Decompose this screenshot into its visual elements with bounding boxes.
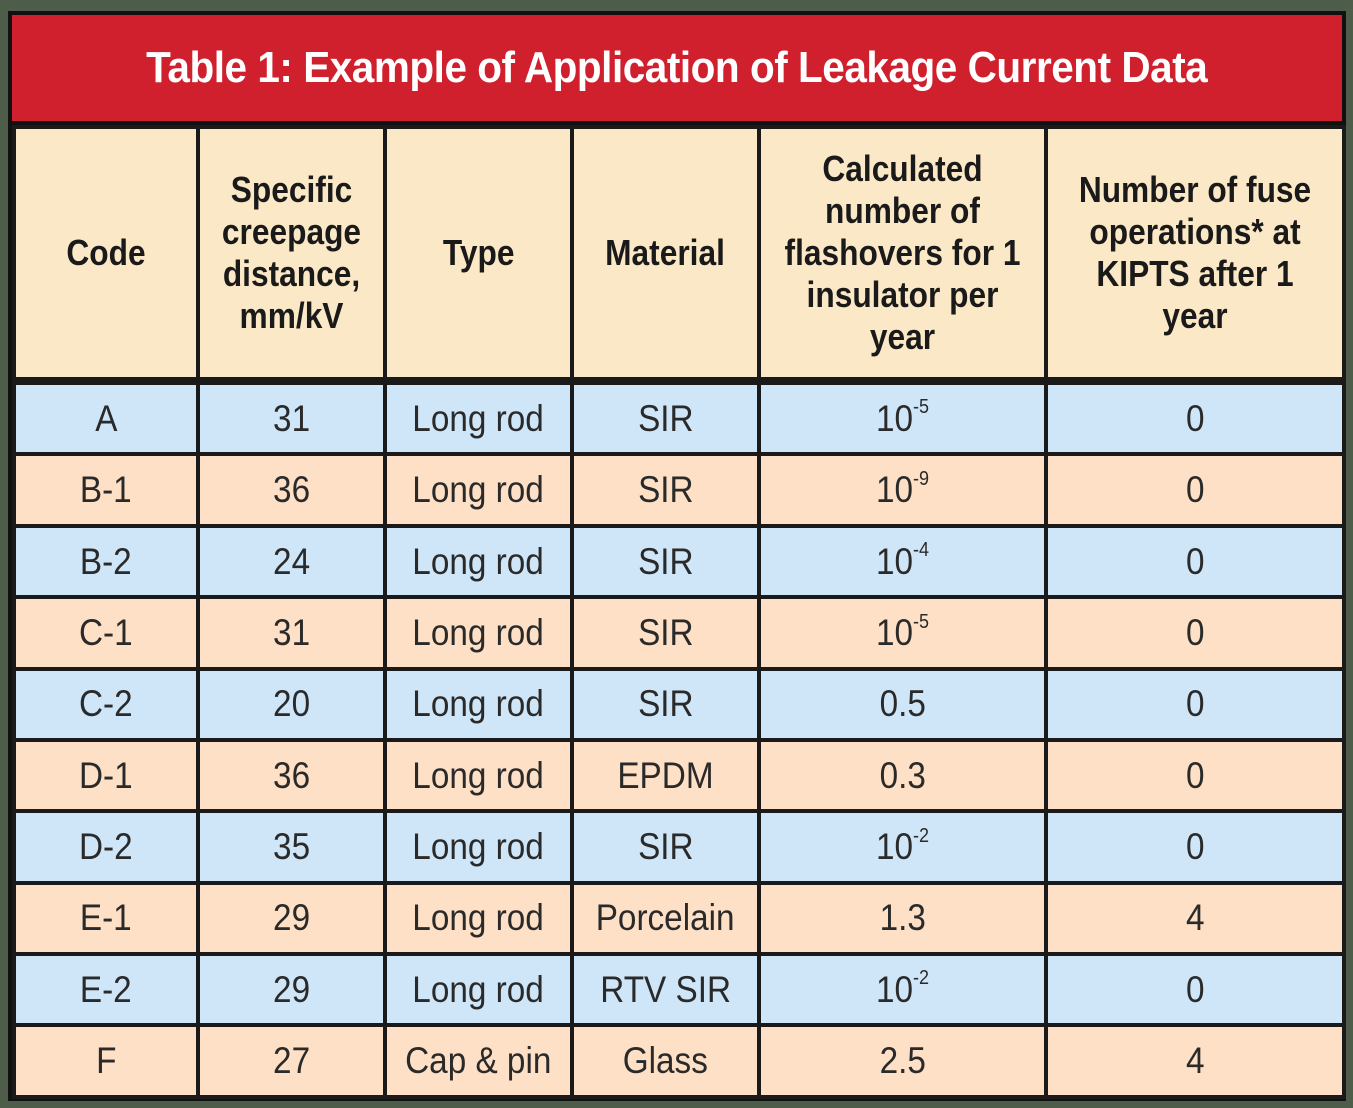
header-material: Material [572,127,759,381]
table-row [14,883,1344,954]
flashover-exponent: -5 [913,396,930,419]
header-type: Type [385,127,572,381]
cell-flashovers [759,1025,1046,1097]
flashover-value: 2.5 [879,1040,926,1082]
cell-creepage: 31 [198,597,385,668]
cell-fuse-operations: 0 [1046,597,1344,668]
cell-code: C-1 [14,597,198,668]
cell-code: F [14,1025,198,1097]
cell-code: B-2 [14,526,198,597]
cell-creepage: 20 [198,669,385,740]
flashover-value: 10 [875,469,914,511]
flashover-exponent: -4 [913,539,930,562]
cell-type: Long rod [385,740,572,811]
header-creepage: Specific creepage distance, mm/kV [198,127,385,381]
flashover-value: 10 [875,968,914,1010]
flashover-exponent: -2 [913,967,930,990]
header-code: Code [14,127,198,381]
cell-code: B-1 [14,454,198,525]
cell-code: D-2 [14,811,198,882]
cell-fuse-operations: 0 [1046,954,1344,1025]
cell-type: Long rod [385,883,572,954]
flashover-exponent: -2 [913,824,930,847]
cell-material: SIR [572,597,759,668]
cell-creepage: 35 [198,811,385,882]
cell-flashovers [759,669,1046,740]
cell-creepage: 36 [198,740,385,811]
table-row [14,526,1344,597]
cell-flashovers [759,811,1046,882]
cell-code: D-1 [14,740,198,811]
table-row [14,811,1344,882]
table-title: Table 1: Example of Application of Leakage Current Data [146,43,1208,92]
flashover-value: 10 [875,611,914,653]
table-row [14,454,1344,525]
cell-flashovers [759,526,1046,597]
leakage-current-table [12,125,1346,1099]
cell-creepage: 29 [198,954,385,1025]
cell-type: Long rod [385,811,572,882]
cell-material: SIR [572,454,759,525]
cell-type: Long rod [385,954,572,1025]
cell-fuse-operations: 0 [1046,669,1344,740]
cell-material: Glass [572,1025,759,1097]
cell-fuse-operations: 4 [1046,883,1344,954]
cell-type: Long rod [385,669,572,740]
flashover-value: 10 [875,540,914,582]
cell-fuse-operations: 0 [1046,381,1344,454]
cell-fuse-operations: 0 [1046,740,1344,811]
cell-code: E-1 [14,883,198,954]
cell-type: Long rod [385,381,572,454]
cell-flashovers [759,740,1046,811]
cell-material: SIR [572,811,759,882]
table-row [14,740,1344,811]
cell-flashovers [759,954,1046,1025]
flashover-value: 10 [875,397,914,439]
cell-material: SIR [572,526,759,597]
cell-fuse-operations: 4 [1046,1025,1344,1097]
cell-type: Long rod [385,454,572,525]
cell-creepage: 29 [198,883,385,954]
cell-type: Long rod [385,597,572,668]
table-title-bar [12,15,1342,121]
cell-creepage: 27 [198,1025,385,1097]
cell-type: Long rod [385,526,572,597]
flashover-exponent: -5 [913,610,930,633]
flashover-exponent: -9 [913,467,930,490]
cell-flashovers [759,597,1046,668]
cell-code: A [14,381,198,454]
table-row [14,669,1344,740]
cell-fuse-operations: 0 [1046,526,1344,597]
table-row [14,381,1344,454]
flashover-value: 0.5 [879,683,926,725]
table-row [14,1025,1344,1097]
cell-material: RTV SIR [572,954,759,1025]
cell-type: Cap & pin [385,1025,572,1097]
cell-material: Porcelain [572,883,759,954]
header-row [14,127,1344,381]
cell-material: EPDM [572,740,759,811]
cell-flashovers [759,883,1046,954]
cell-flashovers [759,381,1046,454]
header-fuse-operations: Number of fuse operations* at KIPTS after 1 year [1046,127,1344,381]
flashover-value: 0.3 [879,754,926,796]
cell-material: SIR [572,381,759,454]
flashover-value: 10 [875,826,914,868]
table-row [14,954,1344,1025]
cell-fuse-operations: 0 [1046,454,1344,525]
cell-material: SIR [572,669,759,740]
cell-code: C-2 [14,669,198,740]
table-body [14,381,1344,1097]
header-flashovers: Calculated number of flashovers for 1 insulator per year [759,127,1046,381]
table-frame [8,11,1346,1101]
cell-creepage: 31 [198,381,385,454]
cell-code: E-2 [14,954,198,1025]
cell-creepage: 36 [198,454,385,525]
flashover-value: 1.3 [879,897,926,939]
cell-creepage: 24 [198,526,385,597]
table-row [14,597,1344,668]
cell-fuse-operations: 0 [1046,811,1344,882]
cell-flashovers [759,454,1046,525]
